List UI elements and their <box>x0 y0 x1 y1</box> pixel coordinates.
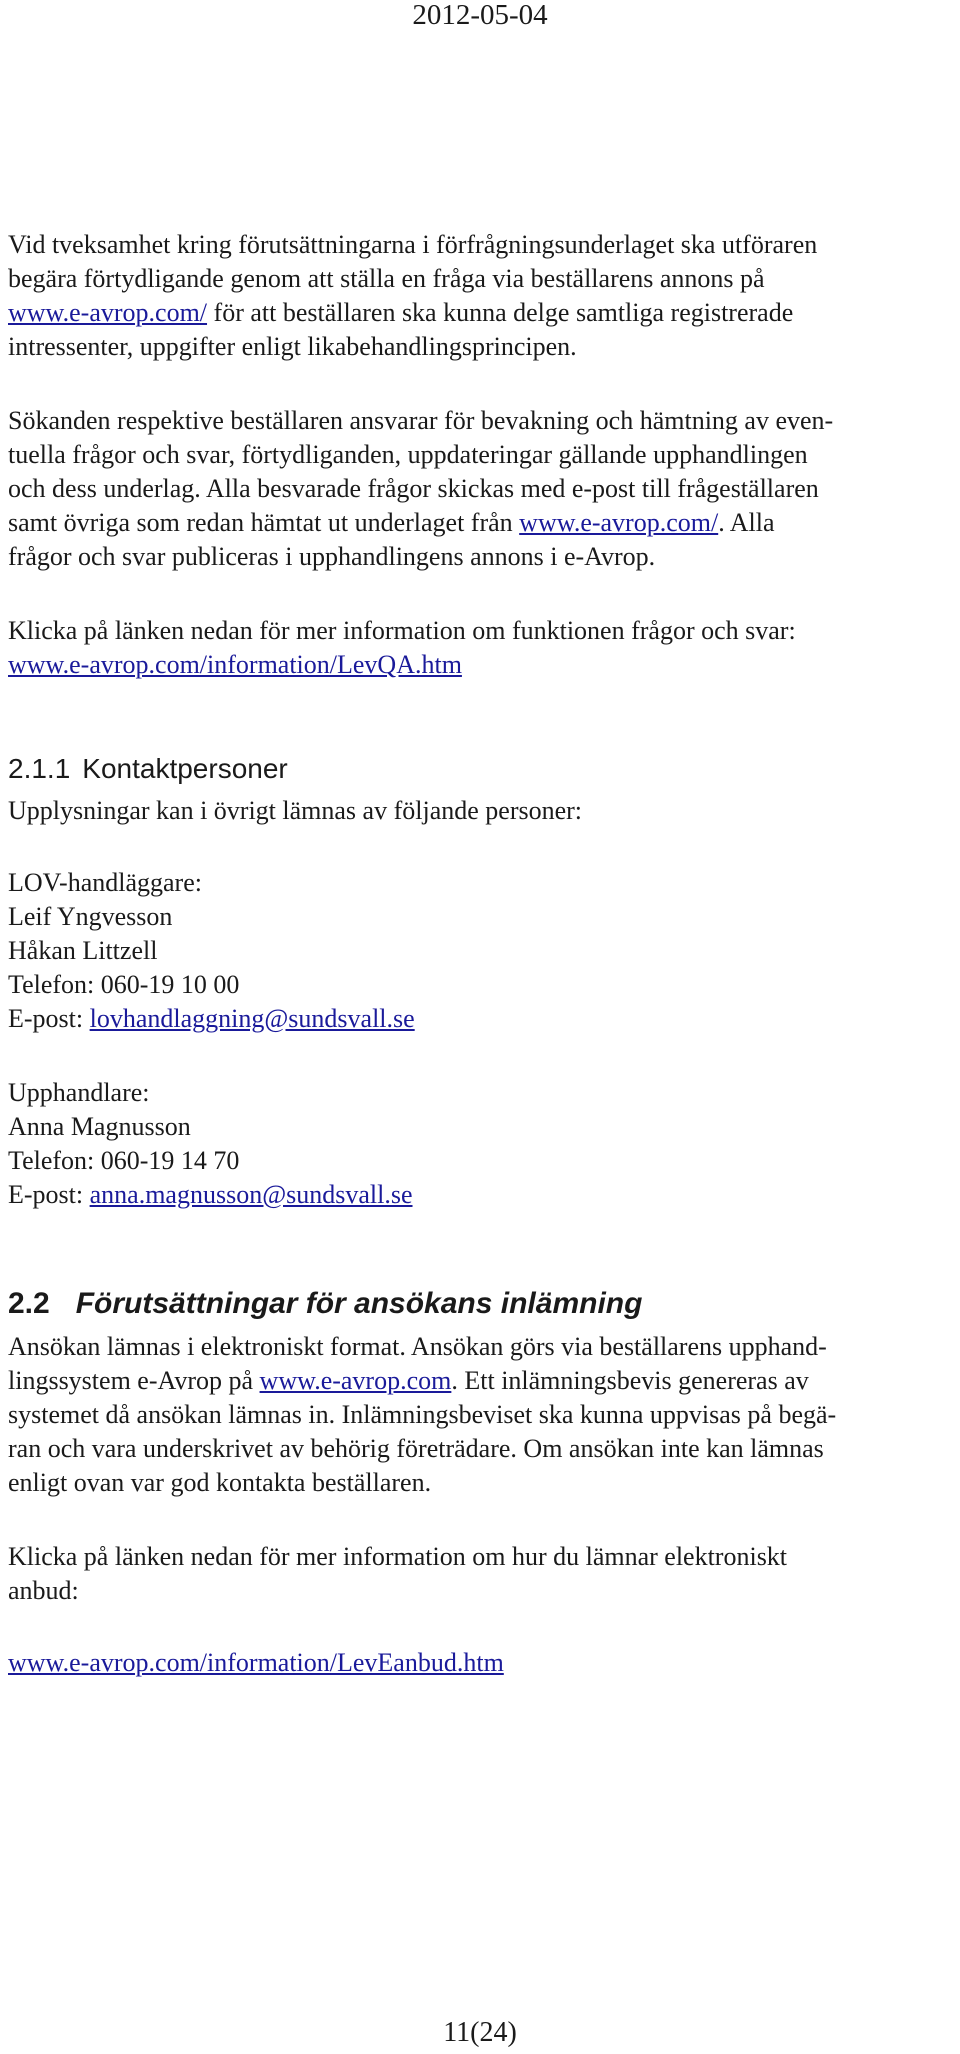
e-avrop-link[interactable]: www.e-avrop.com/ <box>8 298 208 327</box>
e-avrop-link[interactable]: www.e-avrop.com/ <box>519 508 719 537</box>
paragraph-line: systemet då ansökan lämnas in. Inlämningsbeviset ska kunna uppvisas på begä- <box>8 1400 837 1429</box>
paragraph-text: för att beställaren ska kunna delge samtliga registrerade <box>207 298 794 327</box>
paragraph-text: . Ett inlämningsbevis genereras av <box>451 1366 809 1395</box>
paragraph-text: samt övriga som redan hämtat ut underlaget från <box>8 508 520 537</box>
contact-phone: Telefon: 060-19 14 70 <box>8 1146 240 1175</box>
email-link-lov[interactable]: lovhandlaggning@sundsvall.se <box>89 1004 415 1033</box>
paragraph-line: Klicka på länken nedan för mer information om hur du lämnar elektroniskt <box>8 1542 788 1571</box>
paragraph-line <box>8 296 958 330</box>
paragraph-line: Vid tveksamhet kring förutsättningarna i förfrågningsunderlaget ska utföraren <box>8 230 818 259</box>
section-heading-inlamning <box>8 1286 642 1322</box>
contact-email-line <box>8 1178 958 1212</box>
section-number: 2.1.1 <box>8 753 71 784</box>
paragraph-eanbud-info <box>8 1540 958 1608</box>
paragraph-line: intressenter, uppgifter enligt likabehandlingsprincipen. <box>8 332 577 361</box>
contact-name: Håkan Littzell <box>8 936 158 965</box>
paragraph-clarification <box>8 228 958 364</box>
paragraph-line <box>8 1364 958 1398</box>
e-avrop-link[interactable]: www.e-avrop.com <box>259 1366 452 1395</box>
paragraph-line: tuella frågor och svar, förtydliganden, uppdateringar gällande upphandlingen <box>8 440 808 469</box>
section-title: Förutsättningar för ansökans inlämning <box>75 1287 643 1320</box>
paragraph-eanbud-link <box>8 1646 958 1680</box>
paragraph-line: Sökanden respektive beställaren ansvarar för bevakning och hämtning av even- <box>8 406 834 435</box>
contact-phone: Telefon: 060-19 10 00 <box>8 970 240 999</box>
section-number: 2.2 <box>8 1287 50 1320</box>
paragraph-line: enligt ovan var god kontakta beställaren. <box>8 1468 432 1497</box>
email-label: E-post: <box>8 1180 90 1209</box>
paragraph-line: och dess underlag. Alla besvarade frågor skickas med e-post till frågeställaren <box>8 474 819 503</box>
paragraph-line: Klicka på länken nedan för mer information om funktionen frågor och svar: <box>8 616 796 645</box>
paragraph-text: lingssystem e-Avrop på <box>8 1366 260 1395</box>
paragraph-line: ran och vara underskrivet av behörig företrädare. Om ansökan inte kan lämnas <box>8 1434 824 1463</box>
contact-email-line <box>8 1002 958 1036</box>
paragraph-line: frågor och svar publiceras i upphandlingens annons i e-Avrop. <box>8 542 656 571</box>
paragraph-line: Ansökan lämnas i elektroniskt format. Ansökan görs via beställarens upphand- <box>8 1332 827 1361</box>
contact-block-lov <box>8 866 958 1036</box>
email-link-upphandlare[interactable]: anna.magnusson@sundsvall.se <box>89 1180 413 1209</box>
contact-block-upphandlare <box>8 1076 958 1212</box>
contact-name: Leif Yngvesson <box>8 902 173 931</box>
page-number: 11(24) <box>443 2017 517 2048</box>
contacts-intro: Upplysningar kan i övrigt lämnas av följande personer: <box>8 796 583 825</box>
paragraph-qa-info <box>8 614 958 682</box>
section-heading-kontaktpersoner <box>8 752 288 786</box>
page-date: 2012-05-04 <box>412 0 548 31</box>
leveanbud-link[interactable]: www.e-avrop.com/information/LevEanbud.htm <box>8 1648 504 1677</box>
contact-name: Anna Magnusson <box>8 1112 191 1141</box>
levqa-link[interactable]: www.e-avrop.com/information/LevQA.htm <box>8 650 462 679</box>
paragraph-line: begära förtydligande genom att ställa en fråga via beställarens annons på <box>8 264 765 293</box>
paragraph-line <box>8 648 958 682</box>
section-title: Kontaktpersoner <box>82 753 288 784</box>
paragraph-submission <box>8 1330 958 1500</box>
paragraph-line <box>8 506 958 540</box>
contact-role: LOV-handläggare: <box>8 868 202 897</box>
paragraph-line: anbud: <box>8 1576 79 1605</box>
email-label: E-post: <box>8 1004 90 1033</box>
contact-role: Upphandlare: <box>8 1078 150 1107</box>
paragraph-text: . Alla <box>718 508 775 537</box>
paragraph-responsibility <box>8 404 958 574</box>
